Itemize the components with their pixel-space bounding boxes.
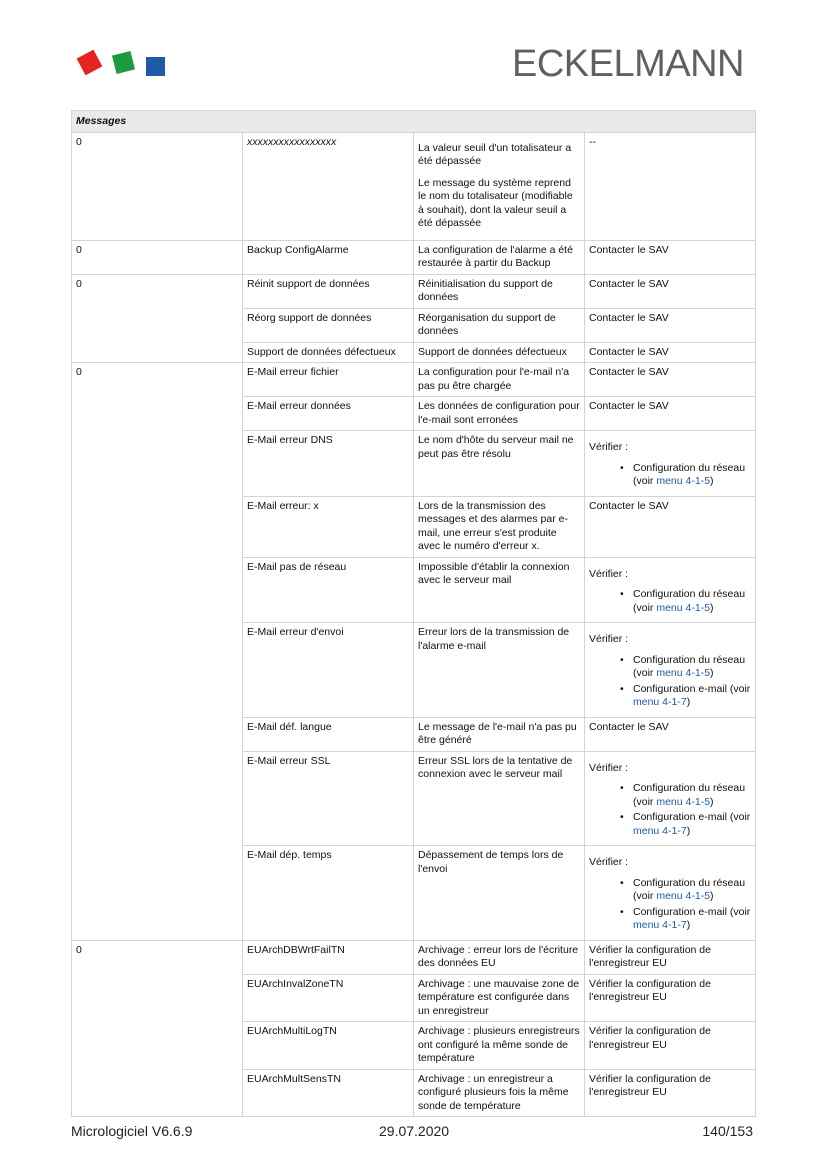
description-cell: Dépassement de temps lors de l'envoi xyxy=(414,846,585,941)
description-cell: Archivage : erreur lors de l'écriture des données EU xyxy=(414,940,585,974)
footer-page-number: 140/153 xyxy=(702,1123,753,1139)
description-cell: Le message de l'e-mail n'a pas pu être généré xyxy=(414,717,585,751)
verify-label: Vérifier : xyxy=(589,856,629,868)
list-item: • Configuration du réseau (voir menu 4-1-5) xyxy=(633,654,751,681)
list-item: • Configuration du réseau (voir menu 4-1-5) xyxy=(633,877,751,904)
logo-blue-square xyxy=(146,57,165,76)
message-cell: EUArchInvalZoneTN xyxy=(243,974,414,1022)
footer-date: 29.07.2020 xyxy=(379,1123,450,1139)
menu-link[interactable]: menu 4-1-5 xyxy=(656,890,711,902)
message-cell: Support de données défectueux xyxy=(243,342,414,363)
table-row xyxy=(72,132,756,240)
description-cell: Erreur lors de la transmission de l'alarme e-mail xyxy=(414,623,585,718)
message-cell: E-Mail erreur: x xyxy=(243,496,414,557)
message-cell: xxxxxxxxxxxxxxxxx xyxy=(243,132,414,240)
action-cell xyxy=(585,557,756,623)
menu-link[interactable]: menu 4-1-7 xyxy=(633,824,687,837)
list-item: • Configuration e-mail (voir menu 4-1-7) xyxy=(633,811,751,838)
check-list xyxy=(589,782,751,838)
message-cell: E-Mail dép. temps xyxy=(243,846,414,941)
description-cell: Archivage : une mauvaise zone de température est configurée dans un enregistreur xyxy=(414,974,585,1022)
description-cell: Erreur SSL lors de la tentative de connexion avec le serveur mail xyxy=(414,751,585,846)
table-row xyxy=(72,363,756,397)
message-cell: EUArchMultiLogTN xyxy=(243,1022,414,1070)
description-cell: Archivage : un enregistreur a configuré plusieurs fois la même sonde de température xyxy=(414,1069,585,1117)
table-header-row xyxy=(72,111,756,133)
action-cell: Contacter le SAV xyxy=(585,240,756,274)
table-row xyxy=(72,940,756,974)
description-cell: Archivage : plusieurs enregistreurs ont configuré la même sonde de température xyxy=(414,1022,585,1070)
description-cell: La configuration de l'alarme a été restaurée à partir du Backup xyxy=(414,240,585,274)
action-cell: Contacter le SAV xyxy=(585,342,756,363)
action-cell: -- xyxy=(585,132,756,240)
action-cell xyxy=(585,623,756,718)
check-list xyxy=(589,654,751,710)
action-cell: Vérifier la configuration de l'enregistreur EU xyxy=(585,940,756,974)
table-row xyxy=(72,240,756,274)
logo-green-square xyxy=(112,51,135,74)
description-cell: Support de données défectueux xyxy=(414,342,585,363)
menu-link[interactable]: menu 4-1-5 xyxy=(656,601,711,614)
message-cell: E-Mail pas de réseau xyxy=(243,557,414,623)
messages-table xyxy=(71,110,756,1117)
action-cell xyxy=(585,751,756,846)
message-cell: Réinit support de données xyxy=(243,274,414,308)
eckelmann-logo xyxy=(76,47,168,79)
message-cell: E-Mail erreur données xyxy=(243,397,414,431)
list-item: • Configuration du réseau (voir menu 4-1-5) xyxy=(633,588,751,615)
message-cell: EUArchMultSensTN xyxy=(243,1069,414,1117)
description-cell: La configuration pour l'e-mail n'a pas pu être chargée xyxy=(414,363,585,397)
action-cell: Contacter le SAV xyxy=(585,274,756,308)
action-cell: Vérifier la configuration de l'enregistreur EU xyxy=(585,974,756,1022)
verify-label: Vérifier : xyxy=(589,761,629,774)
description-cell xyxy=(414,132,585,240)
action-cell xyxy=(585,846,756,941)
brand-name: ECKELMANN xyxy=(512,43,744,85)
message-cell: E-Mail erreur d'envoi xyxy=(243,623,414,718)
menu-link[interactable]: menu 4-1-5 xyxy=(656,475,711,487)
footer-firmware-version: Micrologiciel V6.6.9 xyxy=(71,1123,193,1139)
message-cell: EUArchDBWrtFailTN xyxy=(243,940,414,974)
message-cell: E-Mail erreur DNS xyxy=(243,431,414,497)
check-list xyxy=(589,462,751,489)
description-cell: Réinitialisation du support de données xyxy=(414,274,585,308)
message-cell: Réorg support de données xyxy=(243,308,414,342)
priority-cell: 0 xyxy=(72,940,243,1117)
description-cell: Réorganisation du support de données xyxy=(414,308,585,342)
list-item: • Configuration e-mail (voir menu 4-1-7) xyxy=(633,683,751,710)
message-cell: E-Mail erreur fichier xyxy=(243,363,414,397)
priority-cell: 0 xyxy=(72,240,243,274)
message-cell: E-Mail déf. langue xyxy=(243,717,414,751)
menu-link[interactable]: menu 4-1-7 xyxy=(633,919,687,931)
menu-link[interactable]: menu 4-1-7 xyxy=(633,696,687,708)
verify-label: Vérifier : xyxy=(589,567,629,580)
description-cell: Les données de configuration pour l'e-mail sont erronées xyxy=(414,397,585,431)
action-cell xyxy=(585,431,756,497)
priority-cell: 0 xyxy=(72,274,243,363)
action-cell: Contacter le SAV xyxy=(585,308,756,342)
action-cell: Vérifier la configuration de l'enregistreur EU xyxy=(585,1069,756,1117)
check-list xyxy=(589,588,751,615)
action-cell: Vérifier la configuration de l'enregistreur EU xyxy=(585,1022,756,1070)
message-cell: Backup ConfigAlarme xyxy=(243,240,414,274)
list-item: • Configuration e-mail (voir menu 4-1-7) xyxy=(633,906,751,933)
priority-cell: 0 xyxy=(72,363,243,941)
table-title: Messages xyxy=(72,111,756,133)
description-paragraph: La valeur seuil d'un totalisateur a été dépassée xyxy=(418,141,572,167)
description-cell: Lors de la transmission des messages et des alarmes par e-mail, une erreur s'est produite avec le numéro d'erreur x. xyxy=(414,496,585,557)
description-cell: Le nom d'hôte du serveur mail ne peut pas être résolu xyxy=(414,431,585,497)
description-cell: Impossible d'établir la connexion avec le serveur mail xyxy=(414,557,585,623)
description-paragraph: Le message du système reprend le nom du totalisateur (modifiable à souhait), dont la valeur seuil a été dépassée xyxy=(418,176,573,229)
action-cell: Contacter le SAV xyxy=(585,717,756,751)
verify-label: Vérifier : xyxy=(589,633,629,645)
message-cell: E-Mail erreur SSL xyxy=(243,751,414,846)
action-cell: Contacter le SAV xyxy=(585,363,756,397)
menu-link[interactable]: menu 4-1-5 xyxy=(656,667,711,679)
priority-cell: 0 xyxy=(72,132,243,240)
logo-red-square xyxy=(77,50,103,76)
table-row xyxy=(72,274,756,308)
verify-label: Vérifier : xyxy=(589,441,629,453)
action-cell: Contacter le SAV xyxy=(585,397,756,431)
action-cell: Contacter le SAV xyxy=(585,496,756,557)
list-item: • Configuration du réseau (voir menu 4-1-5) xyxy=(633,462,751,489)
menu-link[interactable]: menu 4-1-5 xyxy=(656,795,711,808)
list-item: • Configuration du réseau (voir menu 4-1-5) xyxy=(633,782,751,809)
check-list xyxy=(589,877,751,933)
